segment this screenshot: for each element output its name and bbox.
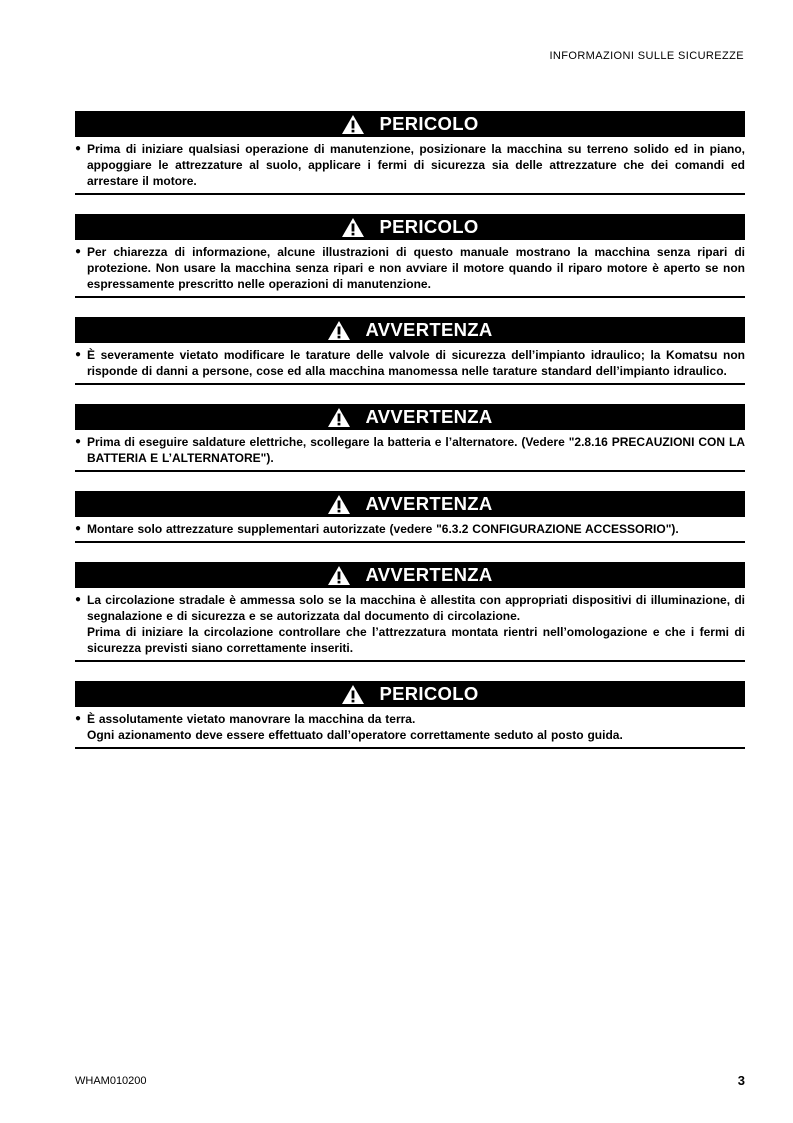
list-item — [75, 141, 745, 189]
safety-level-label: PERICOLO — [379, 216, 479, 237]
bullet-dot-icon: ● — [75, 246, 82, 257]
item-text: La circolazione stradale è ammessa solo se la macchina è allestita con appropriati dispositivi di illuminazione, di segnalazione e di sicurezza e se autorizzata dal documento di circolazione. — [87, 593, 745, 623]
warning-triangle-icon — [327, 565, 365, 586]
item-text: Per chiarezza di informazione, alcune illustrazioni di questo manuale mostrano la macchina senza ripari di protezione. Non usare la macchina senza ripari e non avviare il motore quando il riparo motore è aperto se non espressamente prescritto nelle operazioni di manutenzione. — [87, 245, 745, 291]
safety-level-bar — [75, 404, 745, 430]
safety-block — [75, 214, 745, 298]
safety-block — [75, 681, 745, 749]
safety-blocks — [75, 111, 745, 768]
safety-level-label: AVVERTENZA — [365, 564, 493, 585]
safety-level-bar — [75, 214, 745, 240]
safety-level-label: PERICOLO — [379, 113, 479, 134]
bullet-dot-icon: ● — [75, 713, 82, 724]
item-text: Prima di iniziare qualsiasi operazione di manutenzione, posizionare la macchina su terreno solido ed in piano, appoggiare le attrezzature al suolo, applicare i fermi di sicurezza sia delle attrezzature che dei comandi ed arrestare il motore. — [87, 142, 745, 188]
warning-triangle-icon — [341, 684, 379, 705]
item-text: Prima di eseguire saldature elettriche, scollegare la batteria e l’alternatore. (Vedere "2.8.16 PRECAUZIONI CON LA BATTERIA E L’ALTERNATORE"). — [87, 435, 745, 465]
safety-level-label: AVVERTENZA — [365, 493, 493, 514]
safety-level-bar — [75, 111, 745, 137]
list-item — [75, 521, 745, 537]
warning-triangle-icon — [341, 217, 379, 238]
bullet-dot-icon: ● — [75, 523, 82, 534]
item-text: È severamente vietato modificare le tarature delle valvole di sicurezza dell’impianto idraulico; la Komatsu non risponde di danni a persone, cose ed alla macchina manomessa nelle tarature standard dell’impianto idraulico. — [87, 348, 745, 378]
warning-triangle-icon — [341, 114, 379, 135]
safety-block — [75, 491, 745, 543]
safety-level-bar — [75, 681, 745, 707]
bullet-dot-icon: ● — [75, 436, 82, 447]
list-item — [75, 244, 745, 292]
list-item — [75, 434, 745, 466]
item-text: Prima di iniziare la circolazione controllare che l’attrezzatura montata rientri nell’omologazione e che i fermi di sicurezza previsti siano correttamente inseriti. — [87, 625, 745, 655]
safety-block — [75, 404, 745, 472]
page-number: 3 — [737, 1073, 745, 1088]
item-text: Ogni azionamento deve essere effettuato dall’operatore correttamente seduto al posto guida. — [87, 728, 623, 742]
bullet-dot-icon: ● — [75, 349, 82, 360]
list-item — [75, 347, 745, 379]
safety-level-bar — [75, 491, 745, 517]
warning-triangle-icon — [327, 407, 365, 428]
item-text: Montare solo attrezzature supplementari autorizzate (vedere "6.3.2 CONFIGURAZIONE ACCESSORIO"). — [87, 522, 679, 536]
safety-level-label: AVVERTENZA — [365, 406, 493, 427]
bullet-dot-icon: ● — [75, 594, 82, 605]
safety-block — [75, 111, 745, 195]
page-header: INFORMAZIONI SULLE SICUREZZE — [549, 50, 744, 62]
bullet-dot-icon: ● — [75, 143, 82, 154]
warning-triangle-icon — [327, 320, 365, 341]
safety-block — [75, 562, 745, 662]
safety-block — [75, 317, 745, 385]
safety-level-bar — [75, 317, 745, 343]
document-code: WHAM010200 — [75, 1075, 147, 1087]
safety-level-bar — [75, 562, 745, 588]
safety-level-label: AVVERTENZA — [365, 319, 493, 340]
list-item — [75, 711, 745, 743]
item-text: È assolutamente vietato manovrare la macchina da terra. — [87, 712, 416, 726]
safety-level-label: PERICOLO — [379, 683, 479, 704]
list-item — [75, 592, 745, 656]
warning-triangle-icon — [327, 494, 365, 515]
